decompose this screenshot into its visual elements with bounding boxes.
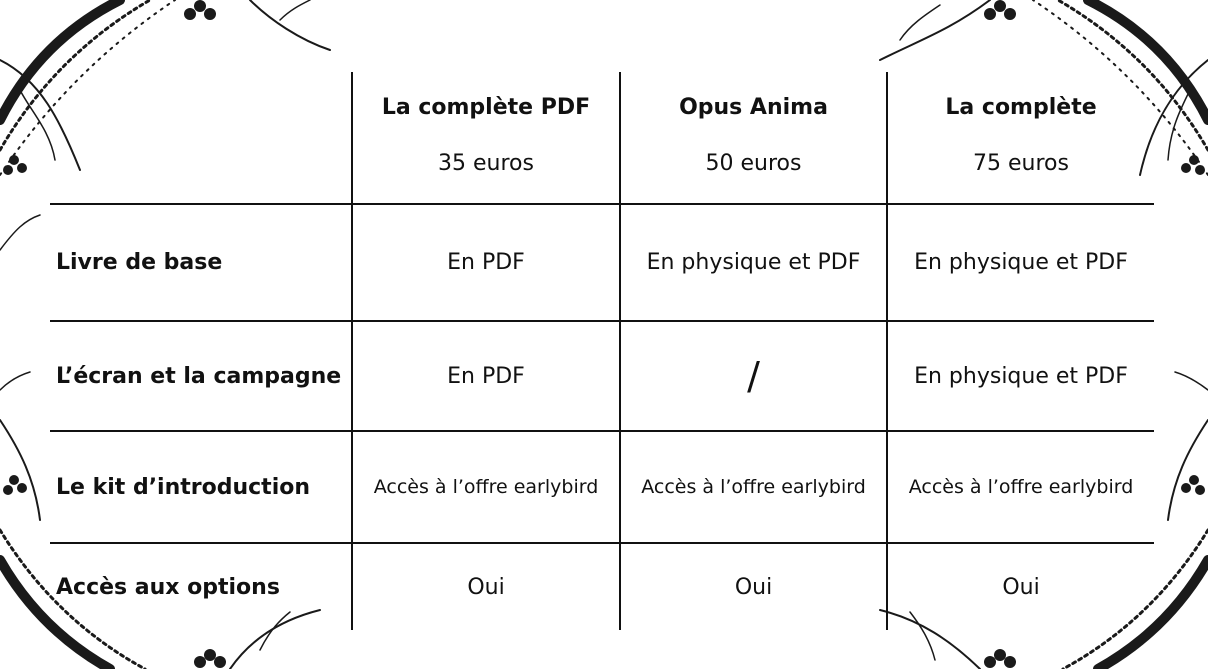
table-cell: En PDF	[447, 250, 525, 275]
column-header-name: La complète	[945, 95, 1097, 120]
column-header-price: 50 euros	[705, 151, 802, 176]
table-cell: Oui	[467, 574, 505, 600]
column-header-price: 35 euros	[438, 151, 534, 176]
table-cell: Accès à l’offre earlybird	[373, 476, 599, 498]
table-cell: En physique et PDF	[914, 363, 1128, 389]
table-cell: En physique et PDF	[646, 250, 861, 275]
row-label: Accès aux options	[56, 574, 280, 600]
table-cell: /	[747, 354, 760, 398]
table-cell: En physique et PDF	[914, 250, 1128, 275]
row-label: L’écran et la campagne	[56, 363, 342, 389]
table-cell: En PDF	[447, 363, 525, 389]
column-header-name: La complète PDF	[381, 95, 591, 120]
row-label: Livre de base	[56, 250, 223, 275]
table-cell: Accès à l’offre earlybird	[908, 476, 1134, 498]
table-cell: Oui	[734, 574, 773, 600]
row-label: Le kit d’introduction	[56, 474, 311, 500]
column-header-name: Opus Anima	[679, 95, 828, 120]
table-cell: Accès à l’offre earlybird	[641, 476, 866, 498]
column-header-price: 75 euros	[973, 151, 1069, 176]
table-cell: Oui	[1002, 574, 1040, 600]
